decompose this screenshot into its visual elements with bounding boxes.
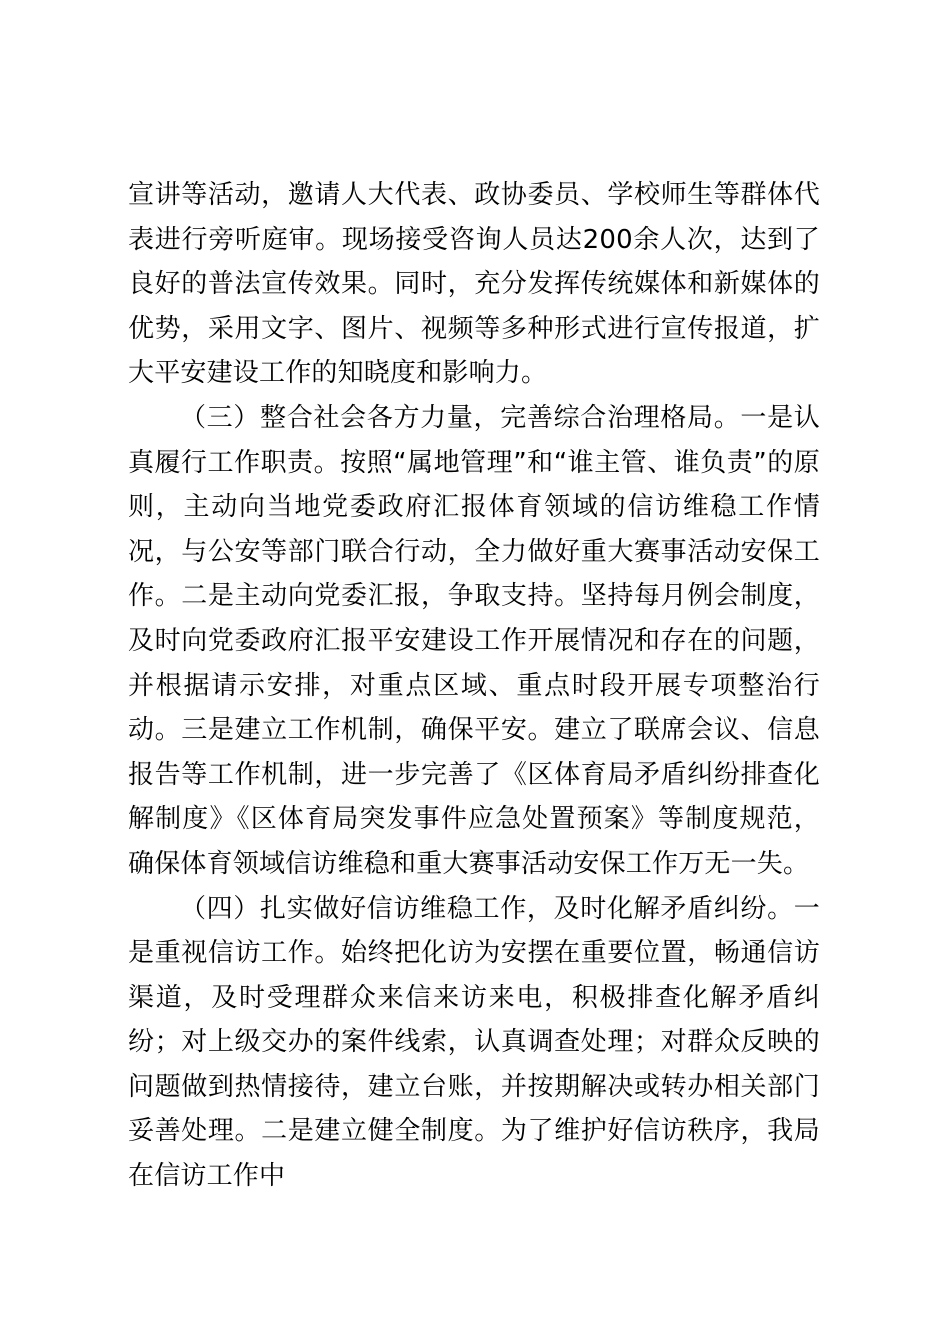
paragraph-2: （三）整合社会各方力量，完善综合治理格局。一是认真履行工作职责。按照“属地管理”和“谁主管、谁负责”的原则，主动向当地党委政府汇报体育领域的信访维稳工作情况，与公安等部门联合行动，全力做好重大赛事活动安保工作。二是主动向党委汇报，争取支持。坚持每月例会制度，及时向党委政府汇报平安建设工作开展情况和存在的问题，并根据请示安排，对重点区域、重点时段开展专项整治行动。三是建立工作机制，确保平安。建立了联席会议、信息报告等工作机制，进一步完善了《区体育局矛盾纠纷排查化解制度》《区体育局突发事件应急处置预案》等制度规范，确保体育领域信访维稳和重大赛事活动安保工作万无一失。 bbox=[128, 402, 820, 879]
document-body bbox=[128, 173, 820, 1199]
paragraph-1: 宣讲等活动，邀请人大代表、政协委员、学校师生等群体代表进行旁听庭审。现场接受咨询人员达200余人次，达到了良好的普法宣传效果。同时，充分发挥传统媒体和新媒体的优势，采用文字、图片、视频等多种形式进行宣传报道，扩大平安建设工作的知晓度和影响力。 bbox=[128, 180, 820, 389]
paragraph-3: （四）扎实做好信访维稳工作，及时化解矛盾纠纷。一是重视信访工作。始终把化访为安摆在重要位置，畅通信访渠道，及时受理群众来信来访来电，积极排查化解矛盾纠纷；对上级交办的案件线索，认真调查处理；对群众反映的问题做到热情接待，建立台账，并按期解决或转办相关部门妥善处理。二是建立健全制度。为了维护好信访秩序，我局在信访工作中 bbox=[128, 893, 820, 1192]
